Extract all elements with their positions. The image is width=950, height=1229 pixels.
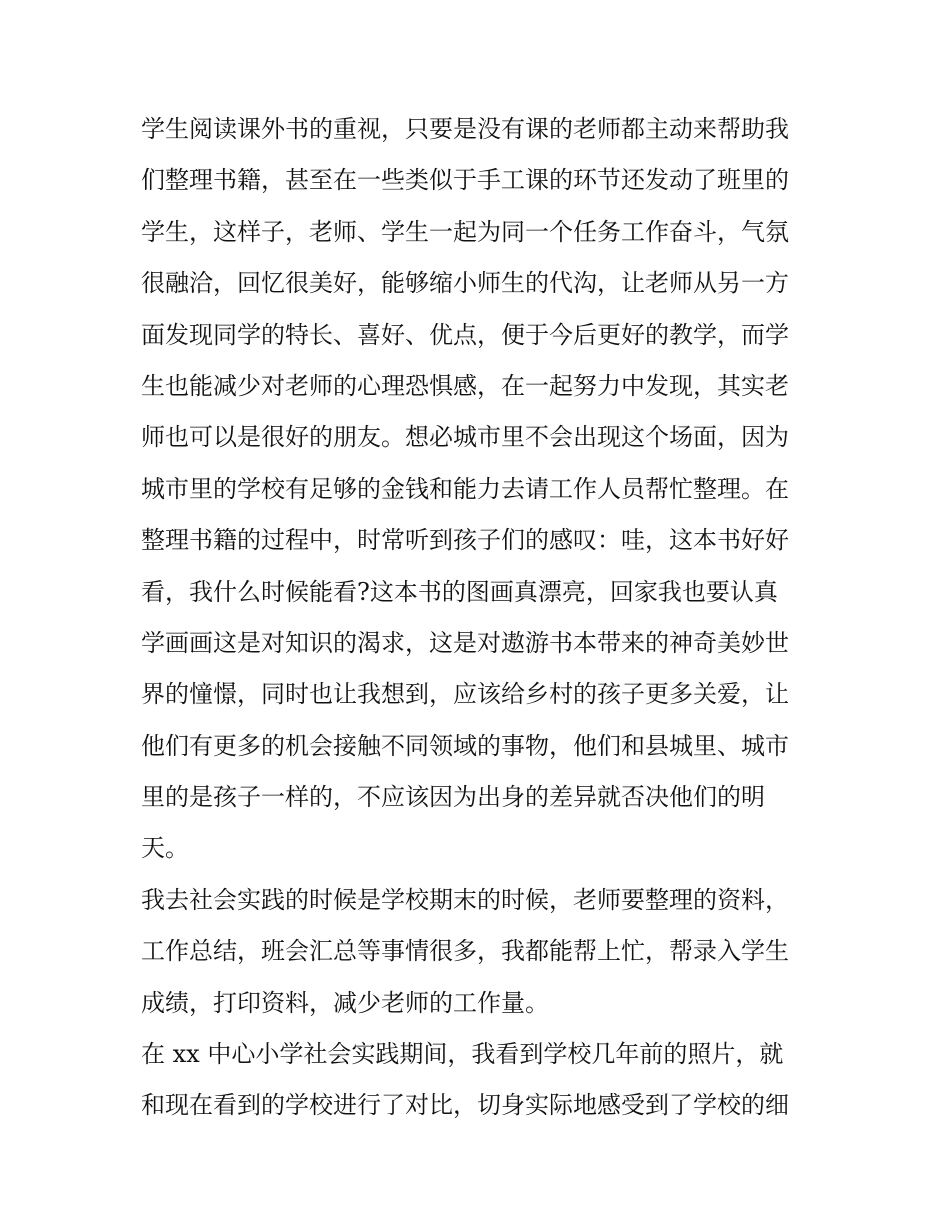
text-line: 城市里的学校有足够的金钱和能力去请工作人员帮忙整理。在	[141, 474, 789, 503]
text-line: 生也能减少对老师的心理恐惧感，在一起努力中发现，其实老	[141, 371, 789, 400]
text-line: 面发现同学的特长、喜好、优点，便于今后更好的教学，而学	[141, 320, 789, 349]
text-line: 他们有更多的机会接触不同领域的事物，他们和县城里、城市	[141, 731, 789, 760]
text-line: 里的是孩子一样的，不应该因为出身的差异就否决他们的明	[141, 783, 765, 812]
text-line: 在 xx 中心小学社会实践期间，我看到学校几年前的照片，就	[141, 1040, 784, 1069]
text-line: 成绩，打印资料，减少老师的工作量。	[141, 988, 549, 1017]
text-line: 整理书籍的过程中，时常听到孩子们的感叹：哇，这本书好好	[141, 526, 789, 555]
paragraph-3	[141, 1029, 821, 1132]
text-line: 看，我什么时候能看?这本书的图画真漂亮，回家我也要认真	[141, 577, 778, 606]
paragraph-1	[141, 104, 821, 875]
text-line: 学画画这是对知识的渴求，这是对遨游书本带来的神奇美妙世	[141, 628, 789, 657]
text-line: 和现在看到的学校进行了对比，切身实际地感受到了学校的细	[141, 1091, 789, 1120]
text-line: 学生，这样子，老师、学生一起为同一个任务工作奋斗，气氛	[141, 217, 789, 246]
text-line: 学生阅读课外书的重视，只要是没有课的老师都主动来帮助我	[141, 115, 789, 143]
text-line: 天。	[141, 834, 189, 863]
text-line: 工作总结，班会汇总等事情很多，我都能帮上忙，帮录入学生	[141, 937, 789, 966]
paragraph-2	[141, 875, 821, 1029]
text-line: 界的憧憬，同时也让我想到，应该给乡村的孩子更多关爱，让	[141, 680, 789, 709]
text-line: 师也可以是很好的朋友。想必城市里不会出现这个场面，因为	[141, 423, 789, 452]
text-line: 们整理书籍，甚至在一些类似于手工课的环节还发动了班里的	[141, 166, 789, 195]
text-line: 很融洽，回忆很美好，能够缩小师生的代沟，让老师从另一方	[141, 269, 789, 298]
text-line: 我去社会实践的时候是学校期末的时候，老师要整理的资料，	[141, 885, 789, 914]
document-page	[141, 104, 821, 1132]
